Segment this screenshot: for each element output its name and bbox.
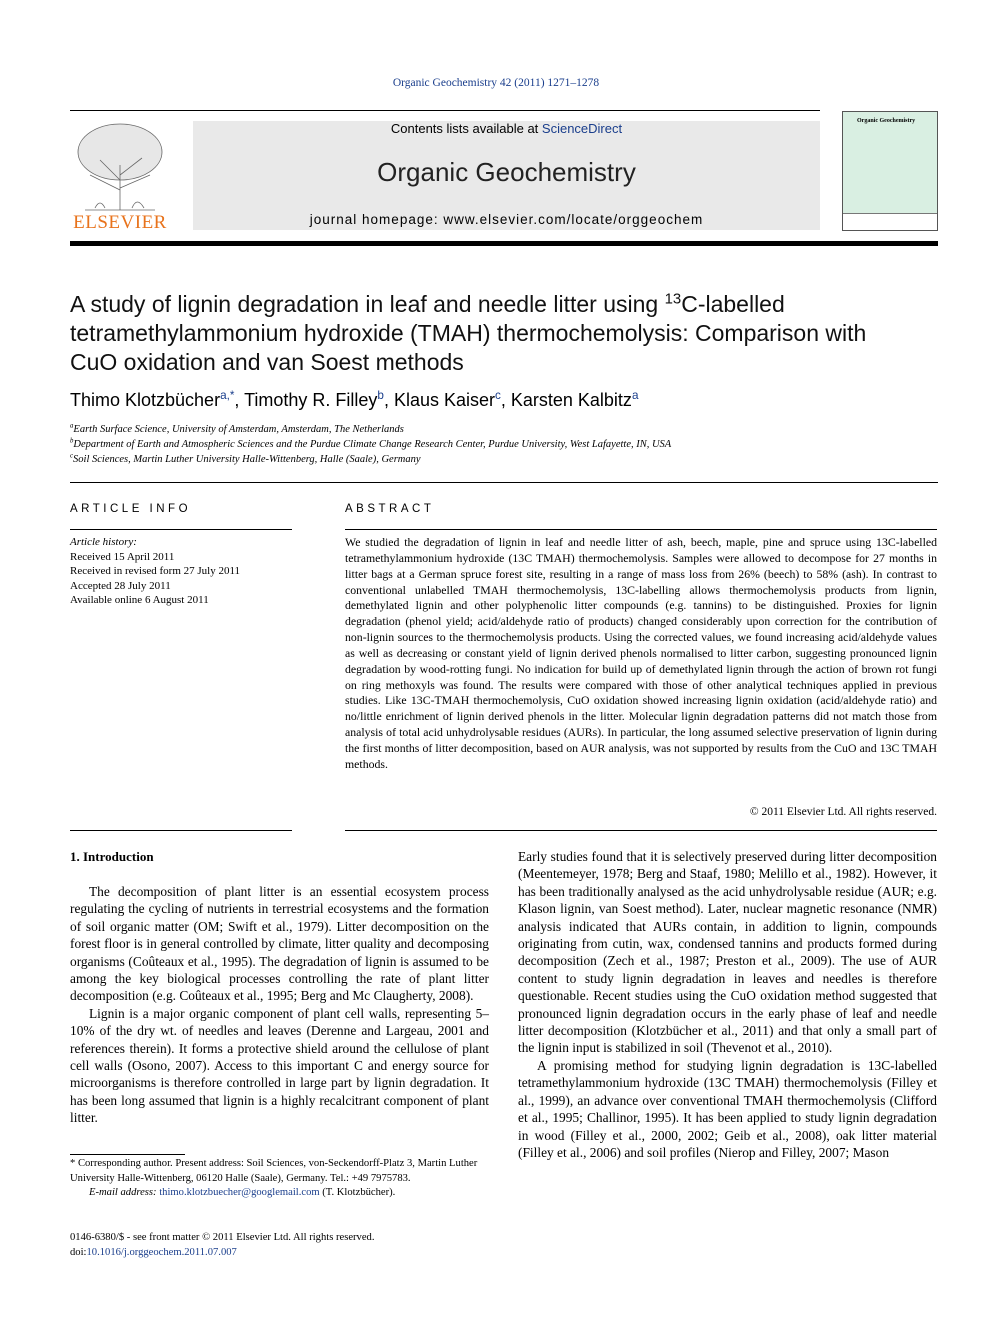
author-name[interactable]: Karsten Kalbitz <box>510 390 632 410</box>
copyright: © 2011 Elsevier Ltd. All rights reserved. <box>749 806 937 818</box>
paragraph: Lignin is a major organic component of plant cell walls, representing 5–10% of the dry wt. of needles and leaves (Derenne and Largeau, 2001 and references therein). It forms a protective shield around the cellulose of plant cell walls (Osono, 2007). Access to this important C and energy source for microorganisms is therefore controlled in large part by lignin degradation. It has been long assumed that lignin is a highly recalcitrant component of plant litter. <box>70 1005 489 1126</box>
paragraph: Early studies found that it is selectively preserved during litter decomposition (Meentemeyer, 1978; Berg and Staaf, 1980; Melillo et al., 1982). However, it has been traditionally analysed as the acid unhydrolysable residue (AUR; e.g. Klason lignin, van Soest method). Later, nuclear magnetic resonance (NMR) analysis indicated that AURs contain, in addition to lignin, compounds originating from cutin, wax, condensed tannins and products formed during decomposition (Zech et al., 1987; Preston et al., 2009). The use of AUR content to study lignin degradation in leaves and needles is therefore questionable. Recent studies using the CuO oxidation method suggested that pronounced lignin degradation occurs in the early phase of leaf and needle litter decomposition (Klotzbücher et al., 2011) and that only a small part of the lignin input is stabilized in soil (Thevenot et al., 2010). <box>518 849 937 1056</box>
author-affil-marker[interactable]: c <box>495 389 501 402</box>
author-affil-marker[interactable]: a <box>631 389 639 402</box>
author-affil-marker[interactable]: b <box>377 389 384 402</box>
divider <box>70 529 292 530</box>
corresponding-footnote <box>70 1157 489 1201</box>
affiliation: $^c$Soil Sciences, Martin Luther University Halle-Wittenberg, Halle (Saale), Germany <box>70 452 421 465</box>
homepage-prefix: journal homepage: <box>309 212 444 227</box>
corresponding-author-note: * Corresponding author. Present address: Soil Sciences, von-Seckendorff-Platz 3, Martin Luther University Halle-Wittenberg, 06120 Halle (Saale), Germany. Tel.: +49 7975783. <box>70 1158 478 1184</box>
issn-block <box>70 1231 489 1260</box>
journal-citation[interactable]: Organic Geochemistry 42 (2011) 1271–1278 <box>392 77 600 89</box>
history-item: Received in revised form 27 July 2011 <box>70 565 241 577</box>
article-info-heading: ARTICLE INFO <box>70 503 192 515</box>
section-heading: 1. Introduction <box>70 849 154 864</box>
doi-link[interactable]: 10.1016/j.orggeochem.2011.07.007 <box>86 1246 237 1258</box>
paragraph: A promising method for studying lignin degradation is 13C-labelled tetramethylammonium hydroxide (13C TMAH) thermochemolysis (Filley et al., 1999), an advance over conventional TMAH thermochemolysis (Clifford et al., 1995; Challinor, 1995). It has been applied to study lignin degradation in wood (Filley et al., 2000, 2002; Geib et al., 2008), oak litter material (Filley et al., 2006) and soil profiles (Nierop and Filley, 2007; Mason <box>518 1057 937 1160</box>
author-name[interactable]: Timothy R. Filley <box>244 390 378 410</box>
body-column-right <box>518 848 937 1161</box>
affiliation: $^a$Earth Surface Science, University of Amsterdam, Amsterdam, The Netherlands <box>70 422 404 435</box>
journal-name: Organic Geochemistry <box>377 157 636 187</box>
abstract-text: We studied the degradation of lignin in leaf and needle litter of ash, beech, maple, pine and spruce using 13C-labelled tetramethylammonium hydroxide (13C TMAH) thermochemolysis. Samples were allowed to decompose for 27 months in litter bags at a German spruce forest site, resulting in a range of mass loss from 26% (beech) to 58% (ash). In contrast to conventional unlabelled TMAH thermochemolysis, 13C-labelling allows thermochemolysis products from lignin, demethylated lignin and other polyphenolic litter compounds (e.g. tannins) to be distinguished. Proxies for lignin degradation (phenol yield; acid/aldehyde ratio of products) changed considerably upon correction for the contribution of non-lignin sources to the thermochemolysis products. Using the corrected values, we found increasing acid/aldehyde values as well as decreasing or constant yield of lignin derived phenols normalised to litter carbon, suggesting pronounced lignin degradation by wood-rotting fungi. No indication for build up of demethylated lignin through the action of brown rot fungi on ring methoxyls was found. The results were compared with those of other analytical techniques applied in previous studies. Like 13C-TMAH thermochemolysis, CuO oxidation showed increasing lignin oxidation (acid/aldehyde ratio) and no/little enrichment of lignin derived phenols in the litter. Molecular lignin degradation patterns did not match those from analysis of total acid unhydrolysable residues (AURs). In particular, the long assumed selective preservation of lignin during the first months of litter decomposition, based on AUR analysis, was not supported by results from the CuO and 13C TMAH methods. <box>345 535 937 771</box>
contents-prefix: Contents lists available at <box>390 121 542 136</box>
body-column-left <box>70 883 489 1127</box>
abstract-heading: ABSTRACT <box>345 503 435 515</box>
history-item: Available online 6 August 2011 <box>70 594 209 606</box>
author-name[interactable]: Thimo Klotzbücher <box>70 390 221 410</box>
email-link[interactable]: thimo.klotzbuecher@googlemail.com <box>159 1187 320 1198</box>
contents-line <box>193 121 820 136</box>
history-item: Received 15 April 2011 <box>70 550 175 563</box>
journal-homepage <box>193 212 820 227</box>
doi-label: doi: <box>70 1246 87 1258</box>
cover-title: Organic Geochemistry <box>857 118 916 124</box>
author-affil-marker[interactable]: a,* <box>220 389 235 402</box>
email-label: E-mail address: <box>89 1187 160 1198</box>
affiliation: $^b$Department of Earth and Atmospheric Sciences and the Purdue Climate Change Research Center, Purdue University, West Lafayette, IN, USA <box>70 437 672 450</box>
divider <box>345 830 937 831</box>
author-name[interactable]: Klaus Kaiser <box>393 390 496 410</box>
issn-line: 0146-6380/$ - see front matter © 2011 Elsevier Ltd. All rights reserved. <box>70 1232 375 1243</box>
article-title: A study of lignin degradation in leaf and needle litter using $^{13}$C-labelled tetramethylammonium hydroxide (TMAH) thermochemolysis: Comparison with CuO oxidation and van Soest methods <box>70 290 867 375</box>
history-item: Accepted 28 July 2011 <box>70 579 171 592</box>
header-thick-rule <box>70 241 938 246</box>
paragraph: The decomposition of plant litter is an essential ecosystem process regulating the cycling of nutrients in terrestrial ecosystems and the formation of soil organic matter (OM; Swift et al., 1979). Litter decomposition on the forest floor is in general controlled by climate, litter quality and decomposing organisms (Coûteaux et al., 1995). The degradation of lignin is assumed to be among the key biological processes controlling the rate of plant litter decomposition (e.g. Coûteaux et al., 1995; Berg and Mc Claugherty, 2008). <box>70 884 489 1004</box>
divider <box>70 482 938 483</box>
email-suffix: (T. Klotzbücher). <box>319 1187 396 1198</box>
journal-cover-thumbnail[interactable] <box>842 111 938 231</box>
elsevier-wordmark: ELSEVIER <box>73 212 167 233</box>
cover-footer <box>843 213 937 230</box>
history-label: Article history: <box>70 536 137 548</box>
divider <box>70 830 292 831</box>
header-rule <box>70 110 820 111</box>
sciencedirect-link[interactable]: ScienceDirect <box>541 121 623 136</box>
homepage-url[interactable]: www.elsevier.com/locate/orggeochem <box>443 212 704 227</box>
divider <box>345 529 937 530</box>
footnote-rule <box>70 1154 185 1155</box>
article-history <box>70 535 292 608</box>
author-list: Thimo Klotzbücher$^{a,*}$, Timothy R. Filley$^b$, Klaus Kaiser$^c$, Karsten Kalbitz$^a$ <box>70 389 639 410</box>
